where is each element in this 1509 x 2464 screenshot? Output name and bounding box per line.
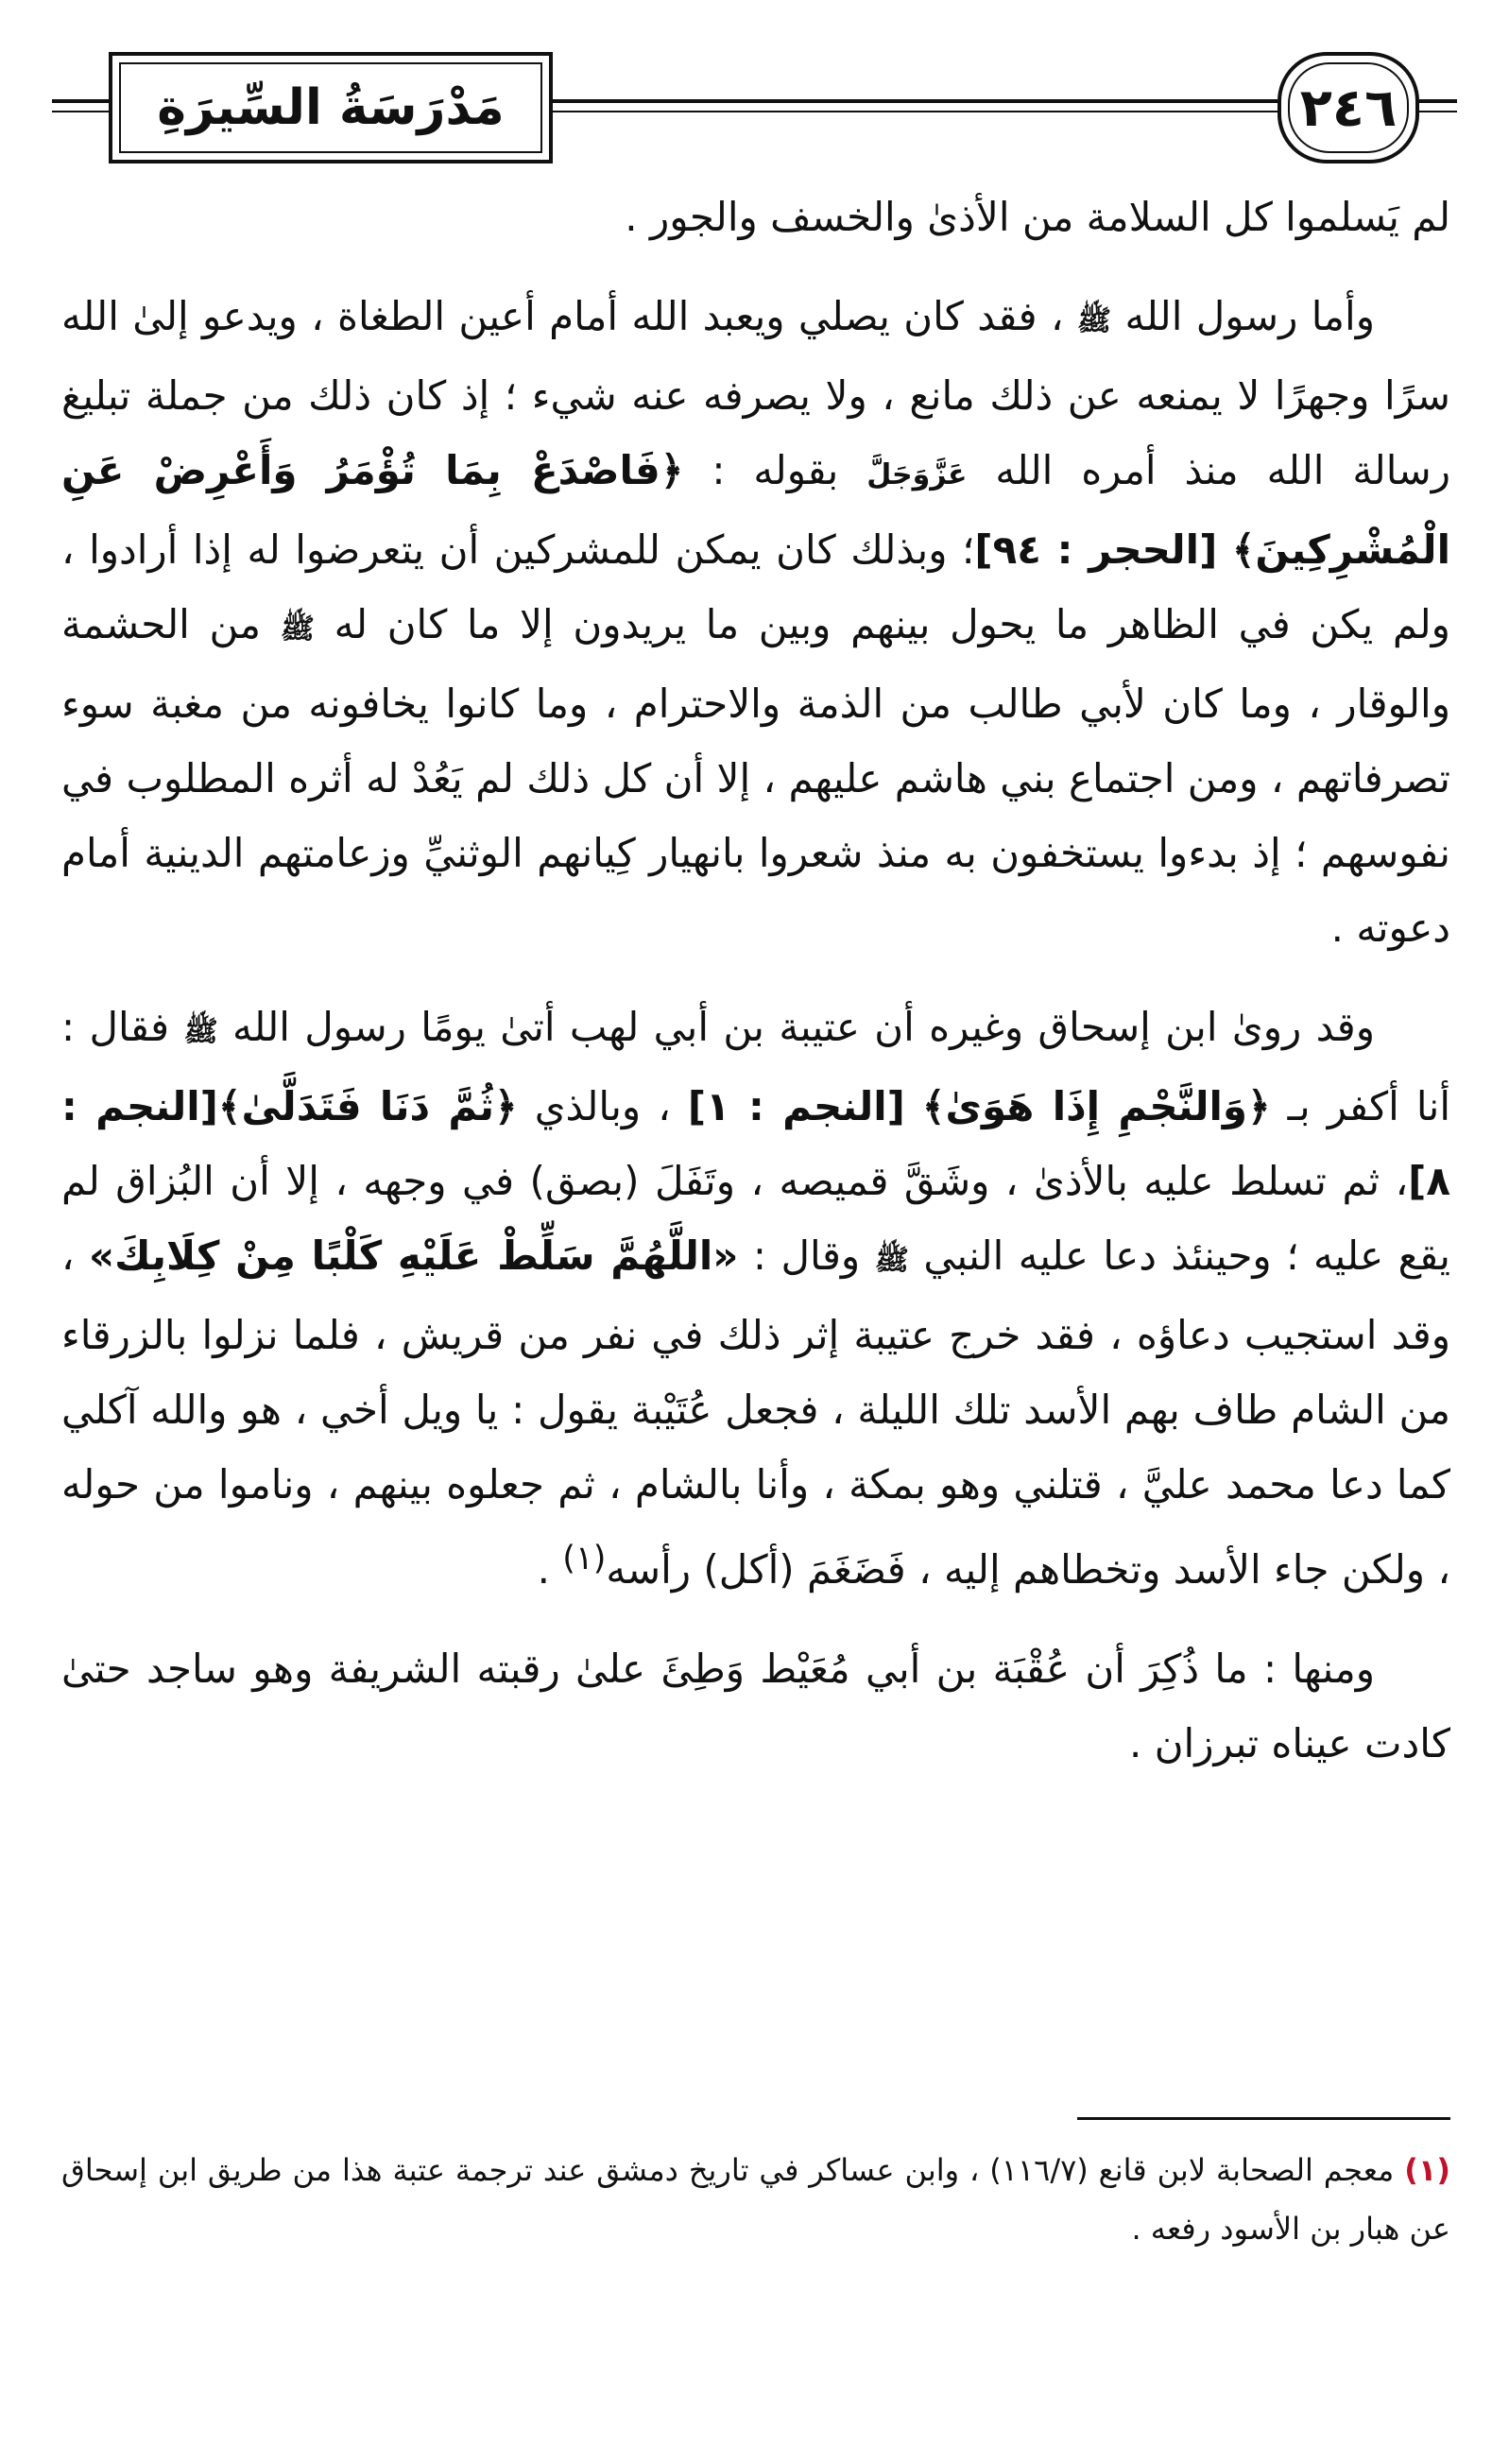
header-rule-left-1 [52,99,109,103]
p3-text-a: وقد روىٰ ابن إسحاق وغيره أن عتيبة بن أبي لهب أتىٰ يومًا رسول الله [232,1004,1375,1050]
footnote-marker: (١) [1404,2152,1451,2188]
footnote-text: معجم الصحابة لابن قانع (١١٦/٧) ، وابن عساكر في تاريخ دمشق عند ترجمة عتبة هذا من طريق ابن إسحاق عن هبار بن الأسود رفعه . [61,2152,1450,2247]
p3-text-c: ، وبالذي [534,1083,671,1129]
verse-reference: [النجم : ١] [687,1083,905,1129]
verse-reference: [الحجر : ٩٤] [974,526,1218,573]
p3-text-b: فقال : أنا أكفر بـ [61,1004,1450,1129]
p2-text-b: ، فقد كان يصلي ويعبد الله أمام أعين الطغاة ، ويدعو إلىٰ الله سرًا وجهرًا لا يمنعه عن ذلك مانع ، ولا يصرفه عنه شيء ؛ إذ كان ذلك من جملة تبليغ رسالة الله منذ أمره الله [61,293,1450,493]
quran-verse: ﴿فَاصْدَعْ بِمَا تُؤْمَرُ وَأَعْرِضْ عَنِ الْمُشْرِكِينَ﴾ [61,447,1450,573]
verse-reference: [النجم : ٨] [61,1083,1450,1204]
page-number: ٢٤٦ [1299,77,1398,139]
book-title: مَدْرَسَةُ السِّيرَةِ [157,79,505,136]
p3-text-d: ، ثم تسلط عليه بالأذىٰ ، وشَقَّ قميصه ، وتَفَلَ (بصق) في وجهه ، إلا أن البُزاق لم يقع عليه ؛ وحينئذ دعا عليه النبي [61,1158,1450,1279]
salutation-glyph: ﷺ [280,612,315,646]
salutation-glyph: ﷺ [183,1015,218,1048]
footnote-separator [1077,2117,1450,2120]
main-text [61,180,1450,1805]
header-rule-middle-2 [553,111,1278,112]
azza-wajal-glyph: عَزَّوَجَلَّ [866,458,968,491]
header-rule-middle-1 [553,99,1278,103]
footnote-reference[interactable]: (١) [562,1540,607,1577]
paragraph-4 [61,1631,1450,1781]
page-header [52,52,1457,170]
p3-text-end: . [537,1546,550,1593]
salutation-glyph: ﷺ [1076,304,1112,337]
paragraph-2 [61,279,1450,965]
p3-text-e: وقال : [752,1232,861,1279]
p2-text-a: وأما رسول الله [1124,293,1375,339]
header-rule-right-2 [1419,111,1457,112]
p2-text-c: بقوله : [712,447,839,493]
p3-text-f: ، وقد استجيب دعاؤه ، فقد خرج عتيبة إثر ذلك في نفر من قريش ، فلما نزلوا بالزرقاء من الشام طاف بهم الأسد تلك الليلة ، فجعل عُتَيْبة يقول : يا ويل أخي ، هو والله آكلي كما دعا محمد عليَّ ، قتلني وهو بمكة ، وأنا بالشام ، ثم جعلوه بينهم ، وناموا من حوله ، ولكن جاء الأسد وتخطاهم إليه ، فَضَغَمَ (أكل) رأسه [61,1232,1450,1593]
header-rule-right-1 [1419,99,1457,103]
paragraph-4-text: ومنها : ما ذُكِرَ أن عُقْبَة بن أبي مُعَيْط وَطِئَ علىٰ رقبته الشريفة وهو ساجد حتىٰ كادت عيناه تبرزان . [61,1646,1450,1766]
p2-text-d: ؛ وبذلك كان يمكن للمشركين أن يتعرضوا له إذا أرادوا ، ولم يكن في الظاهر ما يحول بينهم وبين ما يريدون إلا ما كان له [61,526,1450,647]
quran-verse: ﴿وَالنَّجْمِ إِذَا هَوَىٰ﴾ [921,1083,1271,1129]
page-number-frame [1278,52,1419,164]
paragraph-1 [61,180,1450,254]
header-rule-left-2 [52,111,109,112]
p2-text-e: من الحشمة والوقار ، وما كان لأبي طالب من الذمة والاحترام ، وما كانوا يخافونه من مغبة سوء تصرفاتهم ، ومن اجتماع بني هاشم عليهم ، إلا أن كل ذلك لم يَعُدْ له أثره المطلوب في نفوسهم ؛ إذ بدءوا يستخفون به منذ شعروا بانهيار كِيانهم الوثنيِّ وزعامتهم الدينية أمام دعوته . [61,601,1450,951]
footnote [61,2141,1450,2258]
book-title-frame [109,52,553,164]
paragraph-1-text: لم يَسلموا كل السلامة من الأذىٰ والخسف والجور . [625,194,1450,240]
paragraph-3 [61,990,1450,1607]
quran-verse: ﴿ثُمَّ دَنَا فَتَدَلَّىٰ﴾ [217,1083,518,1129]
salutation-glyph: ﷺ [874,1244,909,1277]
hadith-text: «اللَّهُمَّ سَلِّطْ عَلَيْهِ كَلْبًا مِنْ كِلَابِكَ» [89,1232,739,1279]
